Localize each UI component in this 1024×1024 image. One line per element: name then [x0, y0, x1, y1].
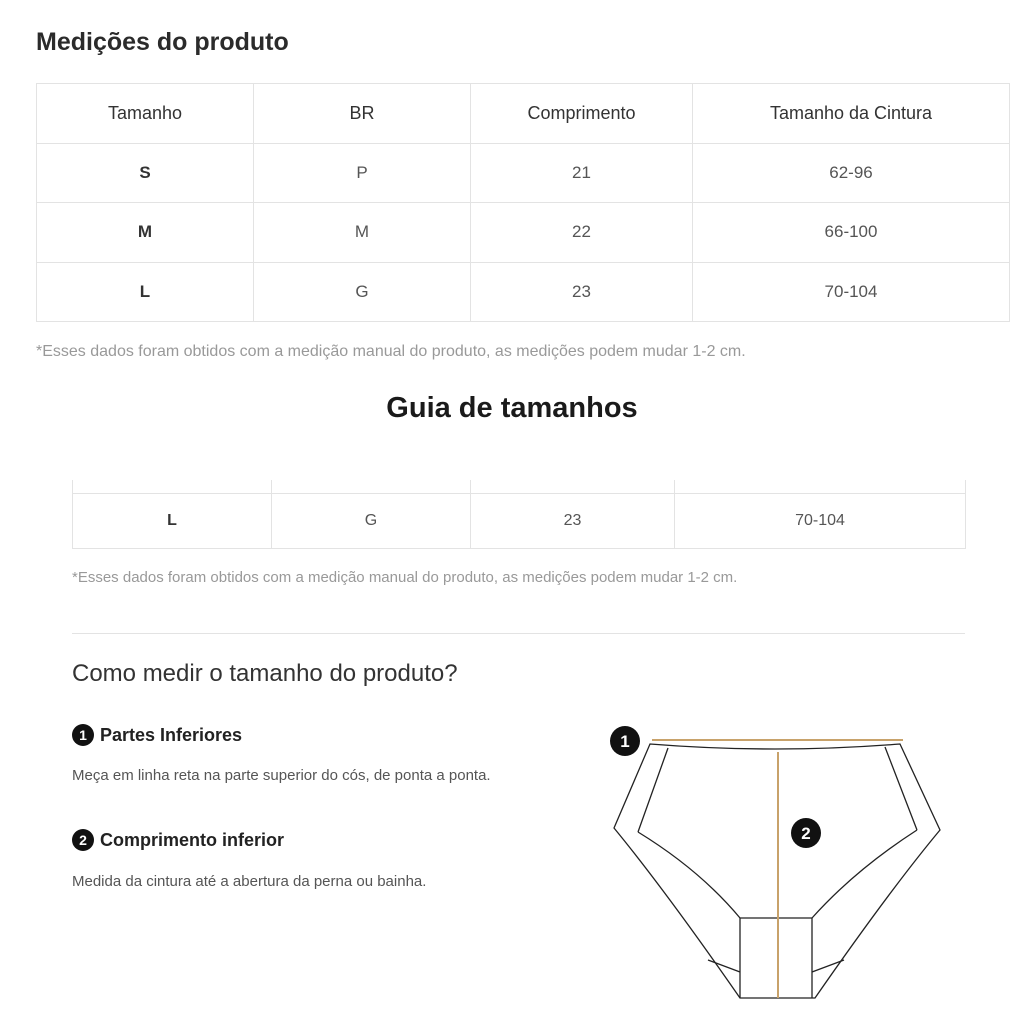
step-2-number-icon: 2	[72, 829, 94, 851]
measurements-table	[36, 83, 1010, 322]
cell-size: S	[37, 143, 254, 203]
cell-waist: 70-104	[675, 493, 966, 548]
cell-size: L	[73, 493, 272, 548]
step-1-title: Partes Inferiores	[100, 724, 243, 745]
step-1-description: Meça em linha reta na parte superior do cós, de ponta a ponta.	[72, 767, 491, 784]
header-comprimento: Comprimento	[471, 84, 693, 144]
cell-waist: 70-104	[693, 262, 1010, 322]
step-2-title: Comprimento inferior	[100, 829, 285, 850]
table-row-stub	[73, 480, 966, 493]
table-row	[73, 493, 966, 548]
marker-1-label: 1	[620, 732, 630, 751]
size-guide-table	[72, 480, 966, 549]
step-1-number-icon: 1	[72, 724, 94, 746]
measurement-note: *Esses dados foram obtidos com a medição manual do produto, as medições podem mudar 1-2 cm.	[36, 343, 746, 360]
step-2-heading	[72, 829, 284, 851]
table-row	[37, 203, 1010, 263]
table-row	[37, 143, 1010, 203]
cell-br: M	[254, 203, 471, 263]
header-br: BR	[254, 84, 471, 144]
table-header-row	[37, 84, 1010, 144]
section-divider	[72, 633, 965, 634]
size-guide-note: *Esses dados foram obtidos com a medição manual do produto, as medições podem mudar 1-2 cm.	[72, 569, 738, 586]
table-row	[37, 262, 1010, 322]
cell-length: 23	[471, 262, 693, 322]
cell-size: M	[37, 203, 254, 263]
step-1-heading	[72, 724, 242, 746]
how-to-measure-title: Como medir o tamanho do produto?	[72, 660, 458, 687]
cell-length: 22	[471, 203, 693, 263]
cell-length: 21	[471, 143, 693, 203]
cell-br: G	[254, 262, 471, 322]
cell-waist: 62-96	[693, 143, 1010, 203]
cell-length: 23	[471, 493, 675, 548]
briefs-measurement-diagram	[600, 720, 960, 1010]
header-cintura: Tamanho da Cintura	[693, 84, 1010, 144]
size-guide-title: Guia de tamanhos	[386, 392, 638, 424]
cell-waist: 66-100	[693, 203, 1010, 263]
cell-size: L	[37, 262, 254, 322]
cell-br: P	[254, 143, 471, 203]
marker-2-label: 2	[801, 824, 811, 843]
step-2-description: Medida da cintura até a abertura da perna ou bainha.	[72, 873, 427, 890]
cell-br: G	[272, 493, 471, 548]
measurements-title: Medições do produto	[36, 28, 289, 56]
header-tamanho: Tamanho	[37, 84, 254, 144]
